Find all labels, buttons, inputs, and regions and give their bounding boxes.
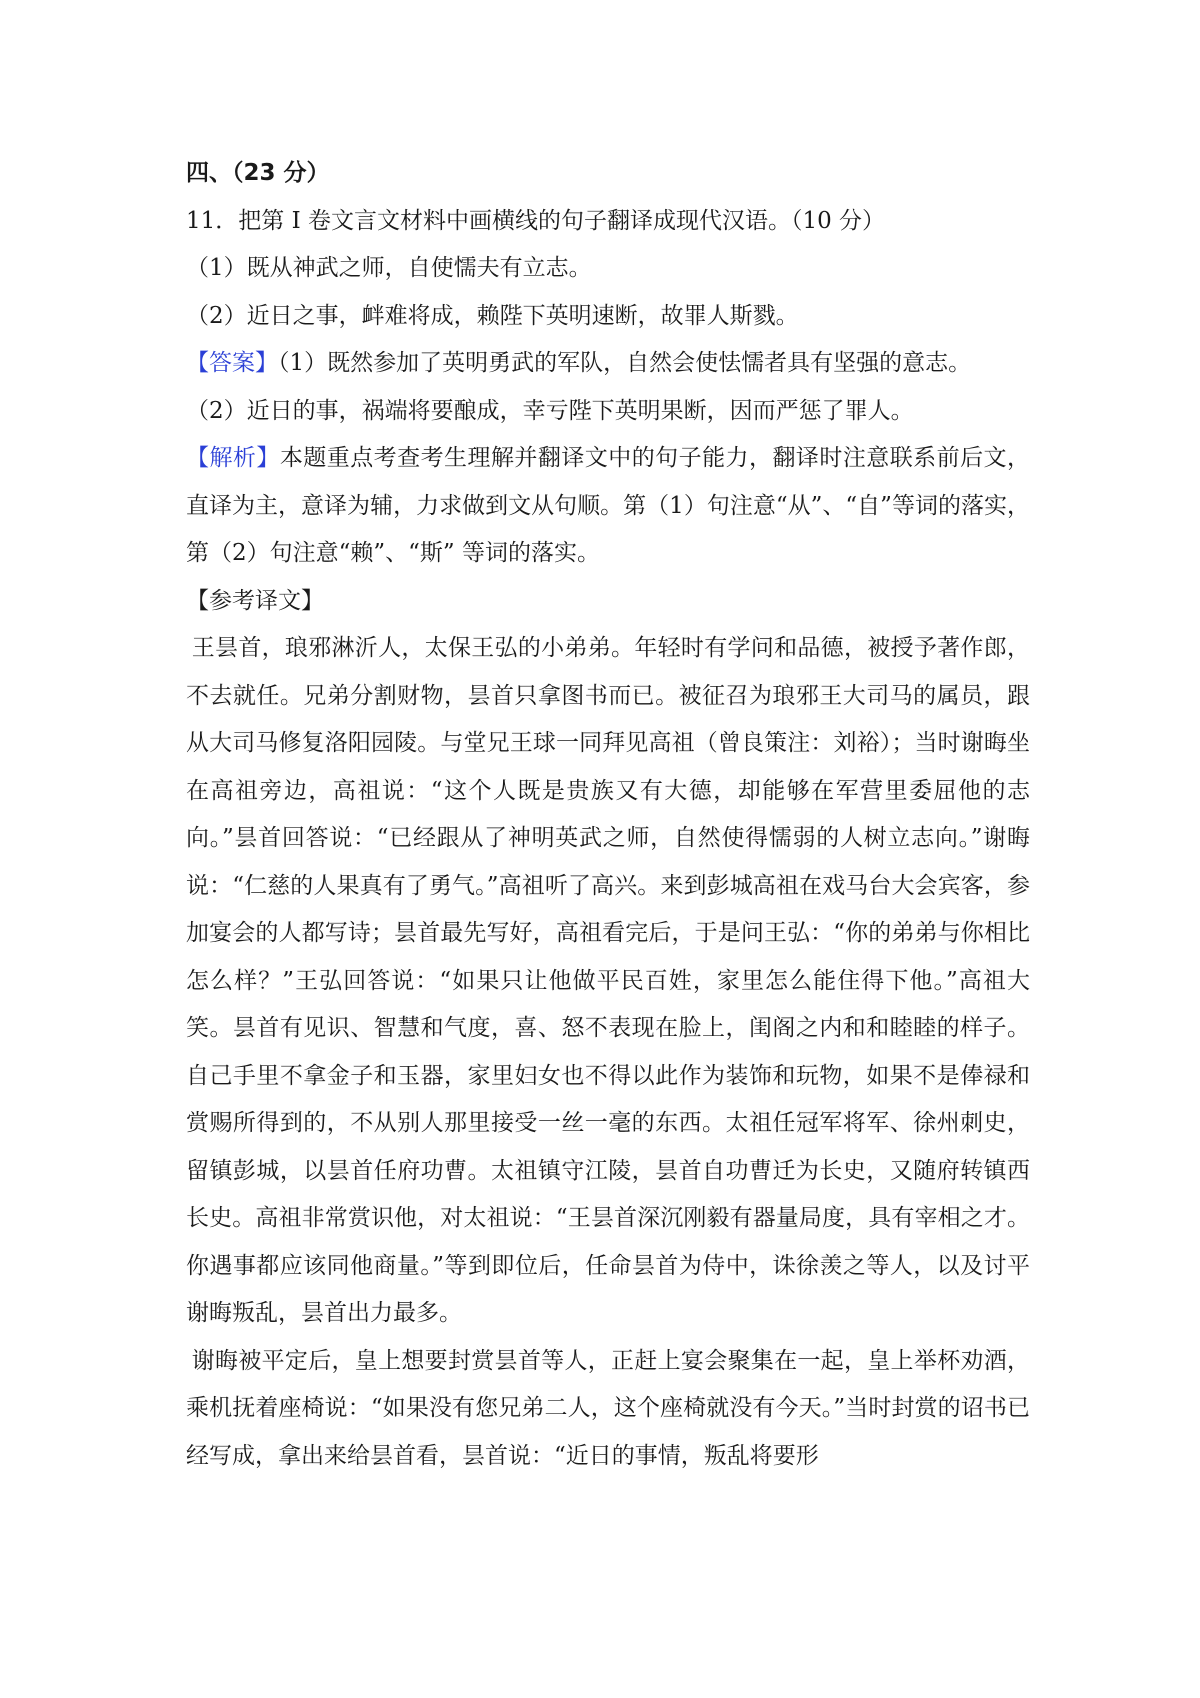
section-heading: 四、（23 分）: [186, 160, 330, 186]
document-page: [186, 150, 1030, 1480]
reference-paragraph-2: 谢晦被平定后，皇上想要封赏昙首等人，正赶上宴会聚集在一起，皇上举杯劝酒，乘机抚着座椅说：“如果没有您兄弟二人，这个座椅就没有今天。”当时封赏的诏书已经写成，拿出来给昙首看，昙首说：“近日的事情，叛乱将要形: [186, 1347, 1030, 1469]
analysis-text: 本题重点考查考生理解并翻译文中的句子能力，翻译时注意联系前后文，直译为主，意译为辅，力求做到文从句顺。第（1）句注意“从”、“自”等词的落实，第（2）句注意“赖”、“斯” 等词的落实。: [186, 445, 1031, 566]
analysis-label: 【解析】: [186, 445, 280, 471]
answer-text-1: （1）既然参加了英明勇武的军队，自然会使怯懦者具有坚强的意志。: [278, 350, 972, 376]
answer-line-1: [186, 340, 1030, 388]
answer-label: 【答案】: [186, 350, 278, 376]
question-11: 11．把第 I 卷文言文材料中画横线的句子翻译成现代汉语。（10 分）: [186, 207, 886, 234]
answer-line-2: （2）近日的事，祸端将要酿成，幸亏陛下英明果断，因而严惩了罪人。: [186, 397, 914, 424]
question-item-1: （1）既从神武之师，自使懦夫有立志。: [186, 255, 592, 281]
question-item-2: （2）近日之事，衅难将成，赖陛下英明速断，故罪人斯戮。: [186, 302, 799, 329]
reference-paragraph-1: 王昙首，琅邪淋沂人，太保王弘的小弟弟。年轻时有学问和品德，被授予著作郎，不去就任。兄弟分割财物，昙首只拿图书而已。被征召为琅邪王大司马的属员，跟从大司马修复洛阳园陵。与堂兄王球一同拜见高祖（曾良策注：刘裕）；当时谢晦坐在高祖旁边，高祖说：“这个人既是贵族又有大德，却能够在军营里委屈他的志向。”昙首回答说：“已经跟从了神明英武之师，自然使得懦弱的人树立志向。”谢晦说：“仁慈的人果真有了勇气。”高祖听了高兴。来到彭城高祖在戏马台大会宾客，参加宴会的人都写诗；昙首最先写好，高祖看完后，于是问王弘：“你的弟弟与你相比怎么样？”王弘回答说：“如果只让他做平民百姓，家里怎么能住得下他。”高祖大笑。昙首有见识、智慧和气度，喜、怒不表现在脸上，闺阁之内和和睦睦的样子。自己手里不拿金子和玉器，家里妇女也不得以此作为装饰和玩物，如果不是俸禄和赏赐所得到的，不从别人那里接受一丝一毫的东西。太祖任冠军将军、徐州刺史，留镇彭城，以昙首任府功曹。太祖镇守江陵，昙首自功曹迁为长史，又随府转镇西长史。高祖非常赏识他，对太祖说：“王昙首深沉刚毅有器量局度，具有宰相之才。你遇事都应该同他商量。”等到即位后，任命昙首为侍中，诛徐羡之等人，以及讨平谢晦叛乱，昙首出力最多。: [186, 635, 1030, 1326]
analysis-block: [186, 435, 1030, 578]
reference-label: 【参考译文】: [186, 587, 324, 614]
